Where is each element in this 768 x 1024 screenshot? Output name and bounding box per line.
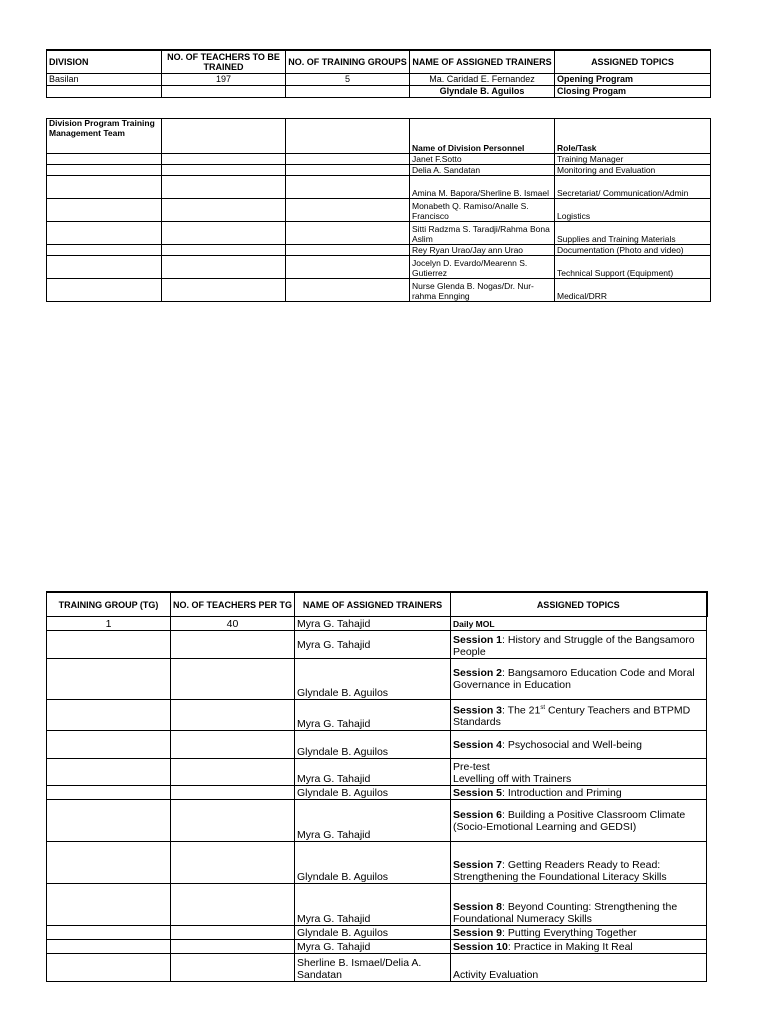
topic-cell	[451, 884, 707, 926]
table-row	[47, 86, 711, 98]
topic-cell	[451, 659, 707, 700]
personnel-role: Logistics	[555, 199, 711, 222]
table-row	[47, 700, 707, 731]
session-label: Session 2	[453, 667, 503, 679]
table-row	[47, 245, 711, 256]
session-topic: : Practice in Making It Real	[507, 941, 633, 953]
blank-cell	[162, 119, 286, 154]
header-training-groups: NO. OF TRAINING GROUPS	[286, 50, 410, 74]
trainer-cell: Myra G. Tahajid	[295, 700, 451, 731]
training-group-number: 1	[47, 617, 171, 631]
table-row	[47, 222, 711, 245]
table-row	[47, 617, 707, 631]
table-row	[47, 631, 707, 659]
trainer-cell: Glyndale B. Aguilos	[295, 842, 451, 884]
session-topic: : Putting Everything Together	[502, 927, 637, 939]
topic-cell	[451, 759, 707, 786]
session-topic: Century Teachers and BTPMD Standards	[453, 704, 691, 729]
team-label: Division Program Training Management Team	[47, 119, 162, 154]
session-label: Session 10	[453, 941, 508, 953]
session-label: Session 5	[453, 787, 503, 799]
table-row	[47, 800, 707, 842]
trainer-cell: Myra G. Tahajid	[295, 759, 451, 786]
table-row	[47, 199, 711, 222]
table-row	[47, 940, 707, 954]
table-row	[47, 731, 707, 759]
table-row	[47, 154, 711, 165]
topic-cell	[451, 940, 707, 954]
personnel-name: Amina M. Bapora/Sherline B. Ismael	[410, 176, 555, 199]
topic-cell: Daily MOL	[451, 617, 707, 631]
personnel-name: Janet F.Sotto	[410, 154, 555, 165]
trainer-cell: Sherline B. Ismael/Delia A. Sandatan	[295, 954, 451, 982]
session-label: Session 6	[453, 808, 503, 821]
teachers-cell	[162, 86, 286, 98]
groups-cell: 5	[286, 74, 410, 86]
table-row	[47, 279, 711, 302]
topic-cell	[451, 926, 707, 940]
personnel-role: Technical Support (Equipment)	[555, 256, 711, 279]
management-team-table	[46, 118, 711, 302]
topic-cell	[451, 631, 707, 659]
division-cell: Basilan	[47, 74, 162, 86]
header-personnel: Name of Division Personnel	[410, 119, 555, 154]
header-assigned-topics: ASSIGNED TOPICS	[451, 592, 707, 617]
trainer-cell: Myra G. Tahajid	[295, 631, 451, 659]
personnel-name: Jocelyn D. Evardo/Mearenn S. Gutierrez	[410, 256, 555, 279]
topic-cell: Activity Evaluation	[451, 954, 707, 982]
table-row	[47, 659, 707, 700]
session-topic-pre: : The 21	[502, 704, 541, 717]
personnel-role: Secretariat/ Communication/Admin	[555, 176, 711, 199]
personnel-name: Monabeth Q. Ramiso/Analle S. Francisco	[410, 199, 555, 222]
trainers-summary-table	[46, 49, 711, 98]
trainer-cell: Glyndale B. Aguilos	[410, 86, 555, 98]
table-row	[47, 786, 707, 800]
topic-line: Levelling off with Trainers	[453, 773, 572, 785]
topic-cell	[451, 842, 707, 884]
session-label: Session 8	[453, 901, 503, 913]
personnel-name: Rey Ryan Urao/Jay ann Urao	[410, 245, 555, 256]
trainer-cell: Myra G. Tahajid	[295, 940, 451, 954]
topic-cell	[451, 731, 707, 759]
session-topic: : Bangsamoro Education Code and Moral Governance in Education	[453, 667, 695, 691]
table-row	[47, 165, 711, 176]
table-row	[47, 954, 707, 982]
topic-line: Pre-test	[453, 761, 490, 773]
header-assigned-topics: ASSIGNED TOPICS	[555, 50, 711, 74]
table-row	[47, 884, 707, 926]
personnel-role: Monitoring and Evaluation	[555, 165, 711, 176]
header-teachers-per-tg: NO. OF TEACHERS PER TG	[171, 592, 295, 617]
session-label: Session 9	[453, 927, 503, 939]
teachers-per-tg: 40	[171, 617, 295, 631]
session-topic: : Introduction and Priming	[502, 787, 622, 799]
header-division: DIVISION	[47, 50, 162, 74]
header-teachers-to-train: NO. OF TEACHERS TO BE TRAINED	[162, 50, 286, 74]
topic-cell	[451, 700, 707, 731]
session-topic: : Getting Readers Ready to Read: Strengthening the Foundational Literacy Skills	[453, 859, 667, 883]
session-topic: : Psychosocial and Well-being	[502, 738, 642, 751]
division-cell	[47, 86, 162, 98]
session-label: Session 4	[453, 738, 503, 751]
table-row	[47, 74, 711, 86]
personnel-name: Sitti Radzma S. Taradji/Rahma Bona Aslim	[410, 222, 555, 245]
header-training-group: TRAINING GROUP (TG)	[47, 592, 171, 617]
trainer-cell: Glyndale B. Aguilos	[295, 731, 451, 759]
table-row	[47, 759, 707, 786]
session-label: Session 1	[453, 634, 503, 646]
topic-cell	[451, 800, 707, 842]
session-label: Session 7	[453, 859, 503, 871]
trainer-cell: Myra G. Tahajid	[295, 884, 451, 926]
personnel-role: Documentation (Photo and video)	[555, 245, 711, 256]
header-assigned-trainers: NAME OF ASSIGNED TRAINERS	[295, 592, 451, 617]
teachers-cell: 197	[162, 74, 286, 86]
superscript: st	[540, 704, 546, 711]
trainer-cell: Glyndale B. Aguilos	[295, 786, 451, 800]
table-row	[47, 256, 711, 279]
header-assigned-trainers: NAME OF ASSIGNED TRAINERS	[410, 50, 555, 74]
training-group-schedule-table	[46, 591, 708, 982]
session-label: Session 3	[453, 704, 503, 717]
trainer-cell: Glyndale B. Aguilos	[295, 659, 451, 700]
blank-cell	[286, 119, 410, 154]
session-topic: : History and Struggle of the Bangsamoro People	[453, 634, 695, 658]
session-topic: : Beyond Counting: Strengthening the Foundational Numeracy Skills	[453, 901, 678, 925]
table-row	[47, 842, 707, 884]
trainer-cell: Myra G. Tahajid	[295, 800, 451, 842]
personnel-role: Training Manager	[555, 154, 711, 165]
trainer-cell: Myra G. Tahajid	[295, 617, 451, 631]
session-topic: : Building a Positive Classroom Climate (Socio-Emotional Learning and GEDSI)	[453, 808, 686, 833]
topic-cell: Opening Program	[555, 74, 711, 86]
topic-cell: Closing Progam	[555, 86, 711, 98]
table-row	[47, 176, 711, 199]
personnel-name: Delia A. Sandatan	[410, 165, 555, 176]
groups-cell	[286, 86, 410, 98]
topic-cell	[451, 786, 707, 800]
trainer-cell: Ma. Caridad E. Fernandez	[410, 74, 555, 86]
table-row	[47, 926, 707, 940]
header-role: Role/Task	[555, 119, 711, 154]
personnel-role: Medical/DRR	[555, 279, 711, 302]
trainer-cell: Glyndale B. Aguilos	[295, 926, 451, 940]
personnel-name: Nurse Glenda B. Nogas/Dr. Nur-rahma Ennging	[410, 279, 555, 302]
personnel-role: Supplies and Training Materials	[555, 222, 711, 245]
